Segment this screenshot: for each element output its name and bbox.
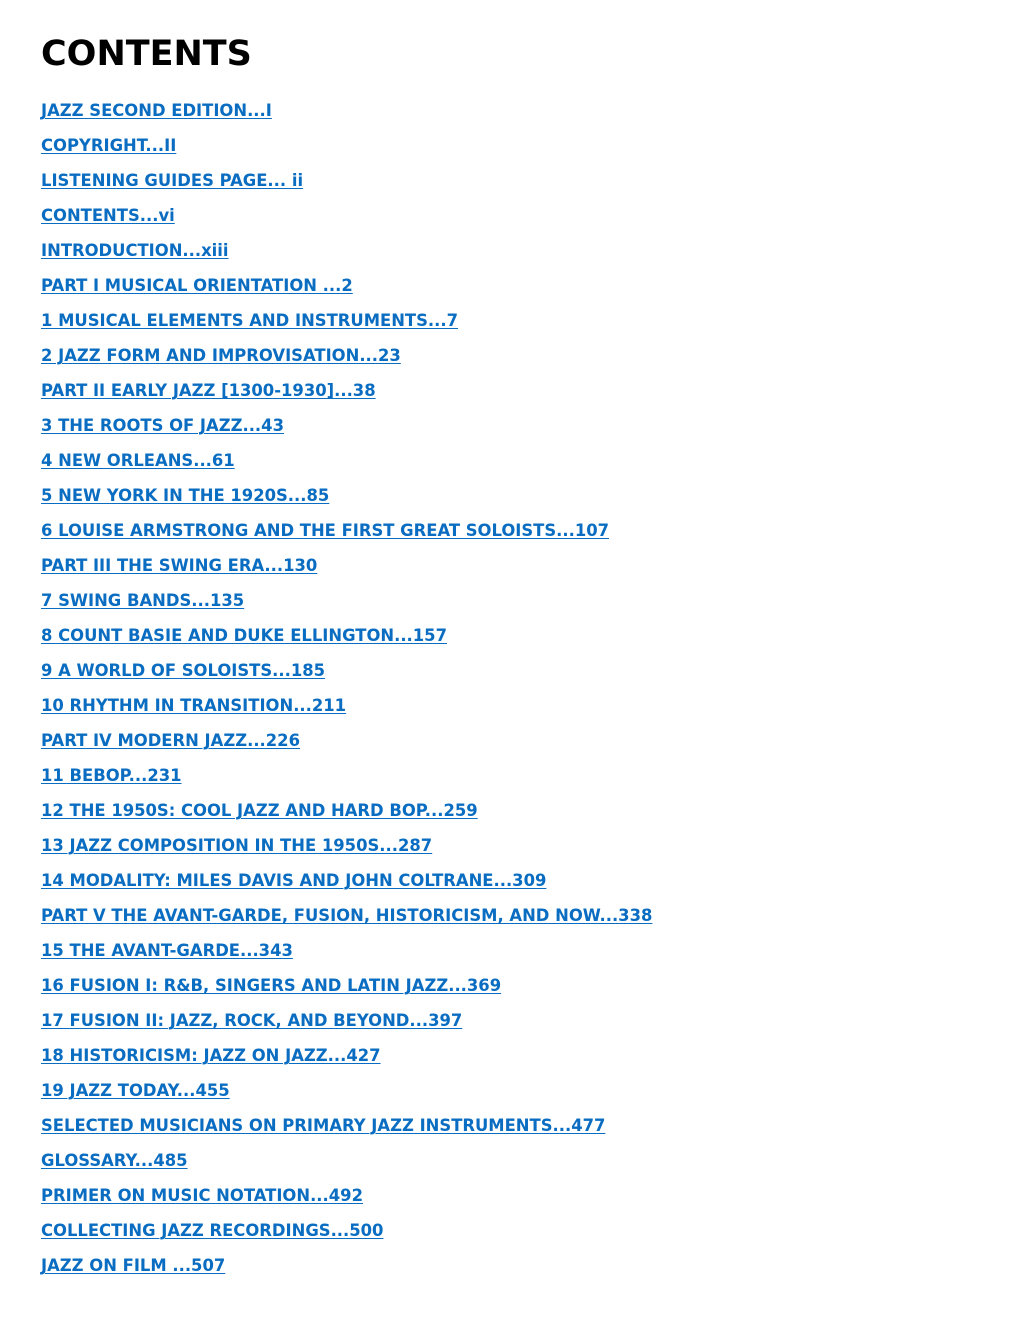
toc-item [41, 408, 980, 443]
toc-link-part-2[interactable]: PART II EARLY JAZZ [1300-1930]...38 [41, 381, 376, 400]
toc-link-introduction[interactable]: INTRODUCTION...xiii [41, 241, 229, 260]
toc-item [41, 583, 980, 618]
toc-link-chapter-16[interactable]: 16 FUSION I: R&B, SINGERS AND LATIN JAZZ...369 [41, 976, 502, 995]
toc-item [41, 1213, 980, 1248]
toc-link-chapter-11[interactable]: 11 BEBOP...231 [41, 766, 182, 785]
toc-list [41, 93, 980, 1283]
toc-item [41, 1248, 980, 1283]
toc-item [41, 968, 980, 1003]
toc-item [41, 303, 980, 338]
toc-link-chapter-12[interactable]: 12 THE 1950S: COOL JAZZ AND HARD BOP...259 [41, 801, 478, 820]
toc-item [41, 1178, 980, 1213]
toc-item [41, 1003, 980, 1038]
toc-item [41, 93, 980, 128]
toc-link-chapter-7[interactable]: 7 SWING BANDS...135 [41, 591, 245, 610]
toc-item [41, 1073, 980, 1108]
toc-item [41, 828, 980, 863]
toc-link-chapter-10[interactable]: 10 RHYTHM IN TRANSITION...211 [41, 696, 347, 715]
toc-link-part-5[interactable]: PART V THE AVANT-GARDE, FUSION, HISTORICISM, AND NOW...338 [41, 906, 653, 925]
toc-link-contents[interactable]: CONTENTS...vi [41, 206, 175, 225]
toc-item [41, 688, 980, 723]
toc-item [41, 1143, 980, 1178]
toc-link-chapter-14[interactable]: 14 MODALITY: MILES DAVIS AND JOHN COLTRANE...309 [41, 871, 547, 890]
toc-item [41, 723, 980, 758]
toc-link-chapter-8[interactable]: 8 COUNT BASIE AND DUKE ELLINGTON...157 [41, 626, 447, 645]
toc-link-chapter-17[interactable]: 17 FUSION II: JAZZ, ROCK, AND BEYOND...397 [41, 1011, 463, 1030]
toc-item [41, 1038, 980, 1073]
toc-item [41, 128, 980, 163]
toc-item [41, 373, 980, 408]
toc-item [41, 793, 980, 828]
toc-item [41, 898, 980, 933]
toc-item [41, 1108, 980, 1143]
toc-link-chapter-15[interactable]: 15 THE AVANT-GARDE...343 [41, 941, 293, 960]
toc-link-collecting-recordings[interactable]: COLLECTING JAZZ RECORDINGS...500 [41, 1221, 384, 1240]
toc-link-chapter-3[interactable]: 3 THE ROOTS OF JAZZ...43 [41, 416, 284, 435]
toc-item [41, 933, 980, 968]
toc-link-chapter-6[interactable]: 6 LOUISE ARMSTRONG AND THE FIRST GREAT SOLOISTS...107 [41, 521, 610, 540]
page-title: CONTENTS [41, 34, 252, 74]
toc-link-chapter-2[interactable]: 2 JAZZ FORM AND IMPROVISATION...23 [41, 346, 401, 365]
toc-item [41, 478, 980, 513]
toc-link-part-3[interactable]: PART III THE SWING ERA...130 [41, 556, 318, 575]
toc-link-listening-guides[interactable]: LISTENING GUIDES PAGE... ii [41, 171, 304, 190]
toc-link-copyright[interactable]: COPYRIGHT...II [41, 136, 177, 155]
toc-link-chapter-19[interactable]: 19 JAZZ TODAY...455 [41, 1081, 230, 1100]
toc-link-chapter-13[interactable]: 13 JAZZ COMPOSITION IN THE 1950S...287 [41, 836, 433, 855]
contents-page [41, 32, 980, 1283]
toc-link-chapter-18[interactable]: 18 HISTORICISM: JAZZ ON JAZZ...427 [41, 1046, 381, 1065]
toc-item [41, 548, 980, 583]
toc-link-jazz-on-film[interactable]: JAZZ ON FILM ...507 [41, 1256, 226, 1275]
toc-item [41, 863, 980, 898]
toc-link-selected-musicians[interactable]: SELECTED MUSICIANS ON PRIMARY JAZZ INSTRUMENTS...477 [41, 1116, 606, 1135]
toc-item [41, 268, 980, 303]
toc-link-chapter-4[interactable]: 4 NEW ORLEANS...61 [41, 451, 235, 470]
toc-link-jazz-second-edition[interactable]: JAZZ SECOND EDITION...I [41, 101, 272, 120]
toc-item [41, 198, 980, 233]
toc-link-chapter-1[interactable]: 1 MUSICAL ELEMENTS AND INSTRUMENTS...7 [41, 311, 458, 330]
toc-link-chapter-9[interactable]: 9 A WORLD OF SOLOISTS...185 [41, 661, 326, 680]
toc-item [41, 443, 980, 478]
toc-link-glossary[interactable]: GLOSSARY...485 [41, 1151, 188, 1170]
toc-item [41, 758, 980, 793]
toc-item [41, 513, 980, 548]
toc-item [41, 653, 980, 688]
toc-link-part-1[interactable]: PART I MUSICAL ORIENTATION ...2 [41, 276, 353, 295]
toc-link-chapter-5[interactable]: 5 NEW YORK IN THE 1920S...85 [41, 486, 330, 505]
toc-link-part-4[interactable]: PART IV MODERN JAZZ...226 [41, 731, 300, 750]
toc-item [41, 338, 980, 373]
toc-item [41, 618, 980, 653]
toc-item [41, 233, 980, 268]
toc-link-primer-music-notation[interactable]: PRIMER ON MUSIC NOTATION...492 [41, 1186, 363, 1205]
toc-item [41, 163, 980, 198]
